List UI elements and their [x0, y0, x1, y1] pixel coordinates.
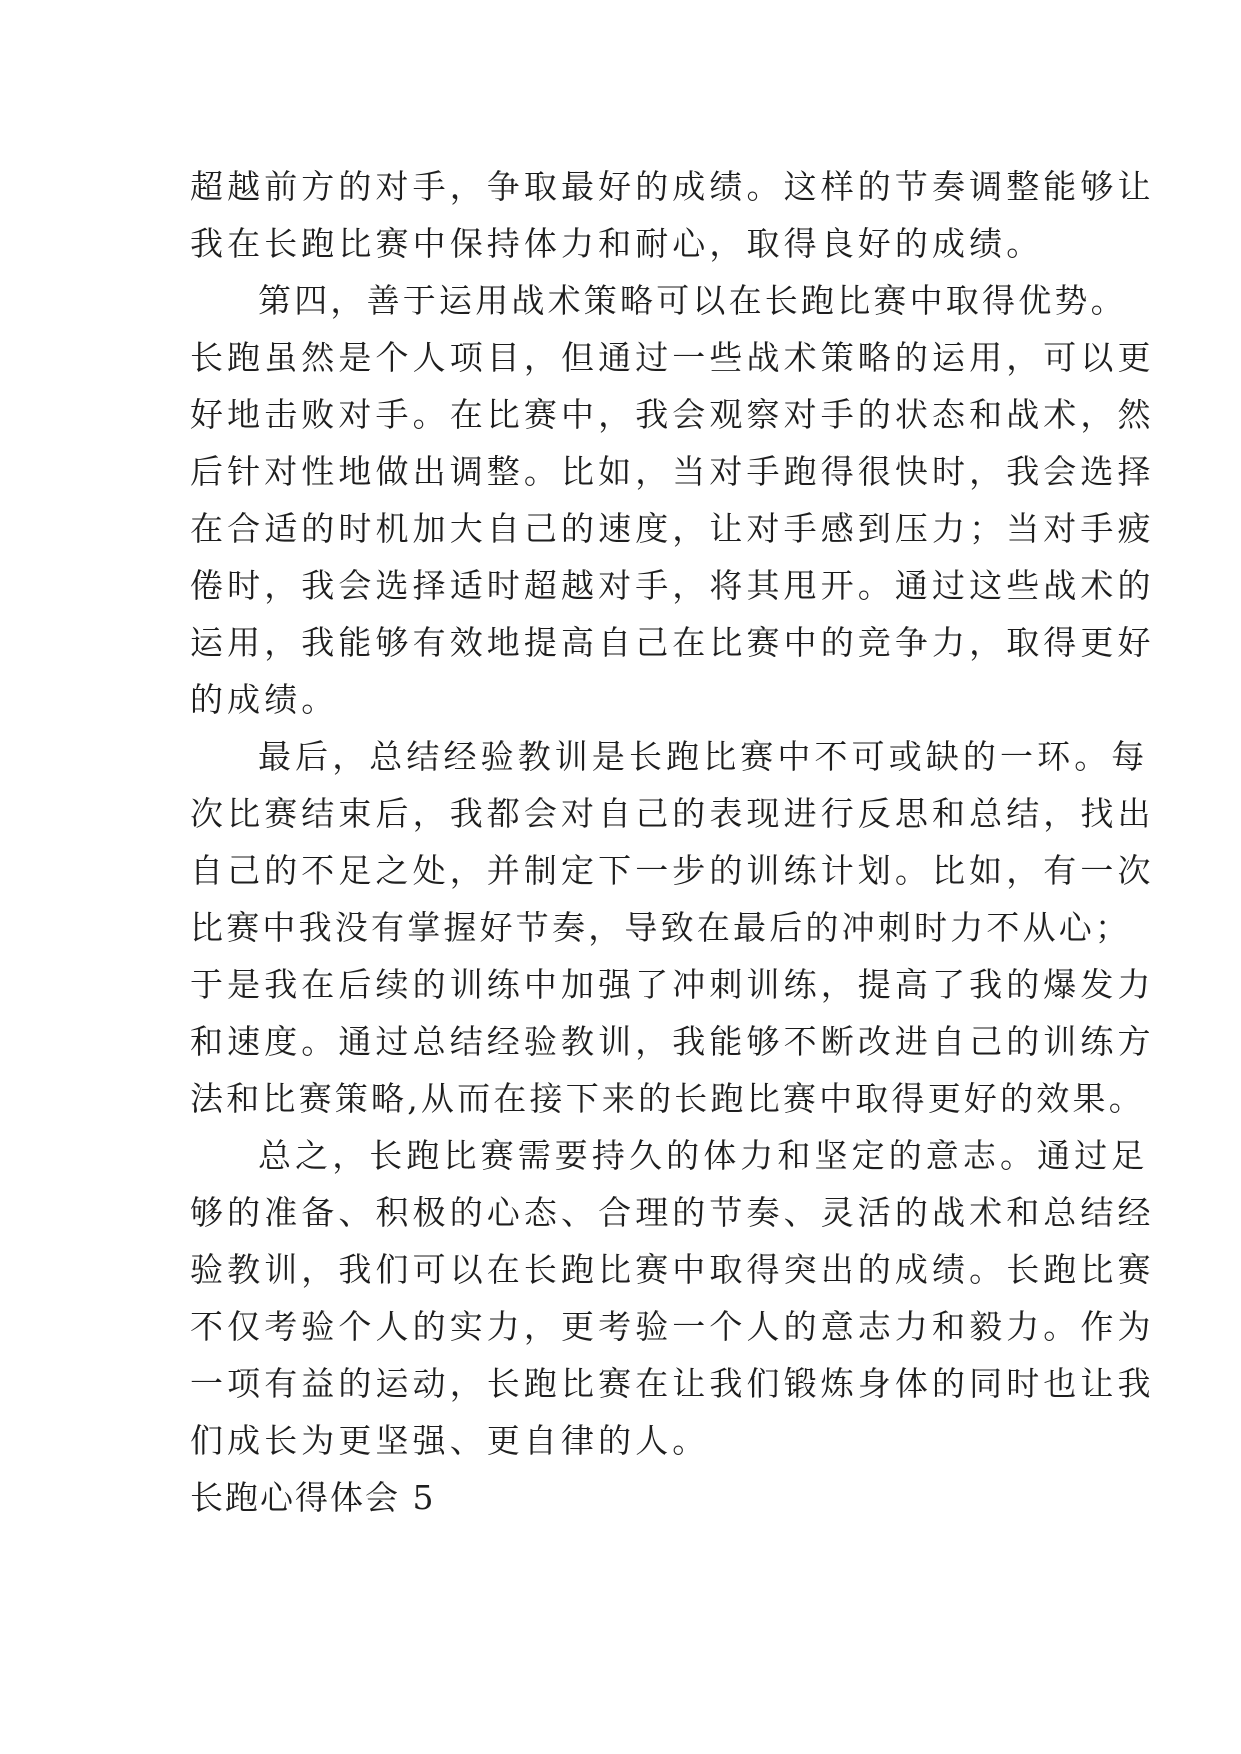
paragraph-first-line: 第四，善于运用战术策略可以在长跑比赛中取得优势。: [258, 281, 1127, 320]
text-line: 次比赛结束后，我都会对自己的表现进行反思和总结，找出: [190, 794, 1155, 833]
text-line: 在合适的时机加大自己的速度，让对手感到压力；当对手疲: [190, 509, 1155, 548]
text-line: 们成长为更坚强、更自律的人。: [190, 1421, 710, 1460]
text-line: 倦时，我会选择适时超越对手，将其甩开。通过这些战术的: [190, 566, 1155, 605]
paragraph-first-line: 最后，总结经验教训是长跑比赛中不可或缺的一环。每: [258, 737, 1149, 776]
text-line: 法和比赛策略,从而在接下来的长跑比赛中取得更好的效果。: [190, 1079, 1145, 1118]
text-line: 一项有益的运动，长跑比赛在让我们锻炼身体的同时也让我: [190, 1364, 1155, 1403]
text-line: 于是我在后续的训练中加强了冲刺训练，提高了我的爆发力: [190, 965, 1155, 1004]
text-line: 我在长跑比赛中保持体力和耐心，取得良好的成绩。: [190, 224, 1044, 263]
text-line: 好地击败对手。在比赛中，我会观察对手的状态和战术，然: [190, 395, 1155, 434]
text-line: 和速度。通过总结经验教训，我能够不断改进自己的训练方: [190, 1022, 1155, 1061]
text-line: 后针对性地做出调整。比如，当对手跑得很快时，我会选择: [190, 452, 1155, 491]
section-heading: 长跑心得体会 5: [190, 1478, 436, 1517]
text-line: 运用，我能够有效地提高自己在比赛中的竞争力，取得更好: [190, 623, 1155, 662]
text-line: 长跑虽然是个人项目，但通过一些战术策略的运用，可以更: [190, 338, 1155, 377]
text-line: 自己的不足之处，并制定下一步的训练计划。比如，有一次: [190, 851, 1155, 890]
text-line: 不仅考验个人的实力，更考验一个人的意志力和毅力。作为: [190, 1307, 1155, 1346]
text-line: 的成绩。: [190, 680, 339, 719]
text-line: 超越前方的对手，争取最好的成绩。这样的节奏调整能够让: [190, 167, 1155, 206]
text-line: 验教训，我们可以在长跑比赛中取得突出的成绩。长跑比赛: [190, 1250, 1155, 1289]
paragraph-first-line: 总之，长跑比赛需要持久的体力和坚定的意志。通过足: [258, 1136, 1149, 1175]
text-line: 够的准备、积极的心态、合理的节奏、灵活的战术和总结经: [190, 1193, 1155, 1232]
text-line: 比赛中我没有掌握好节奏，导致在最后的冲刺时力不从心；: [190, 908, 1132, 947]
